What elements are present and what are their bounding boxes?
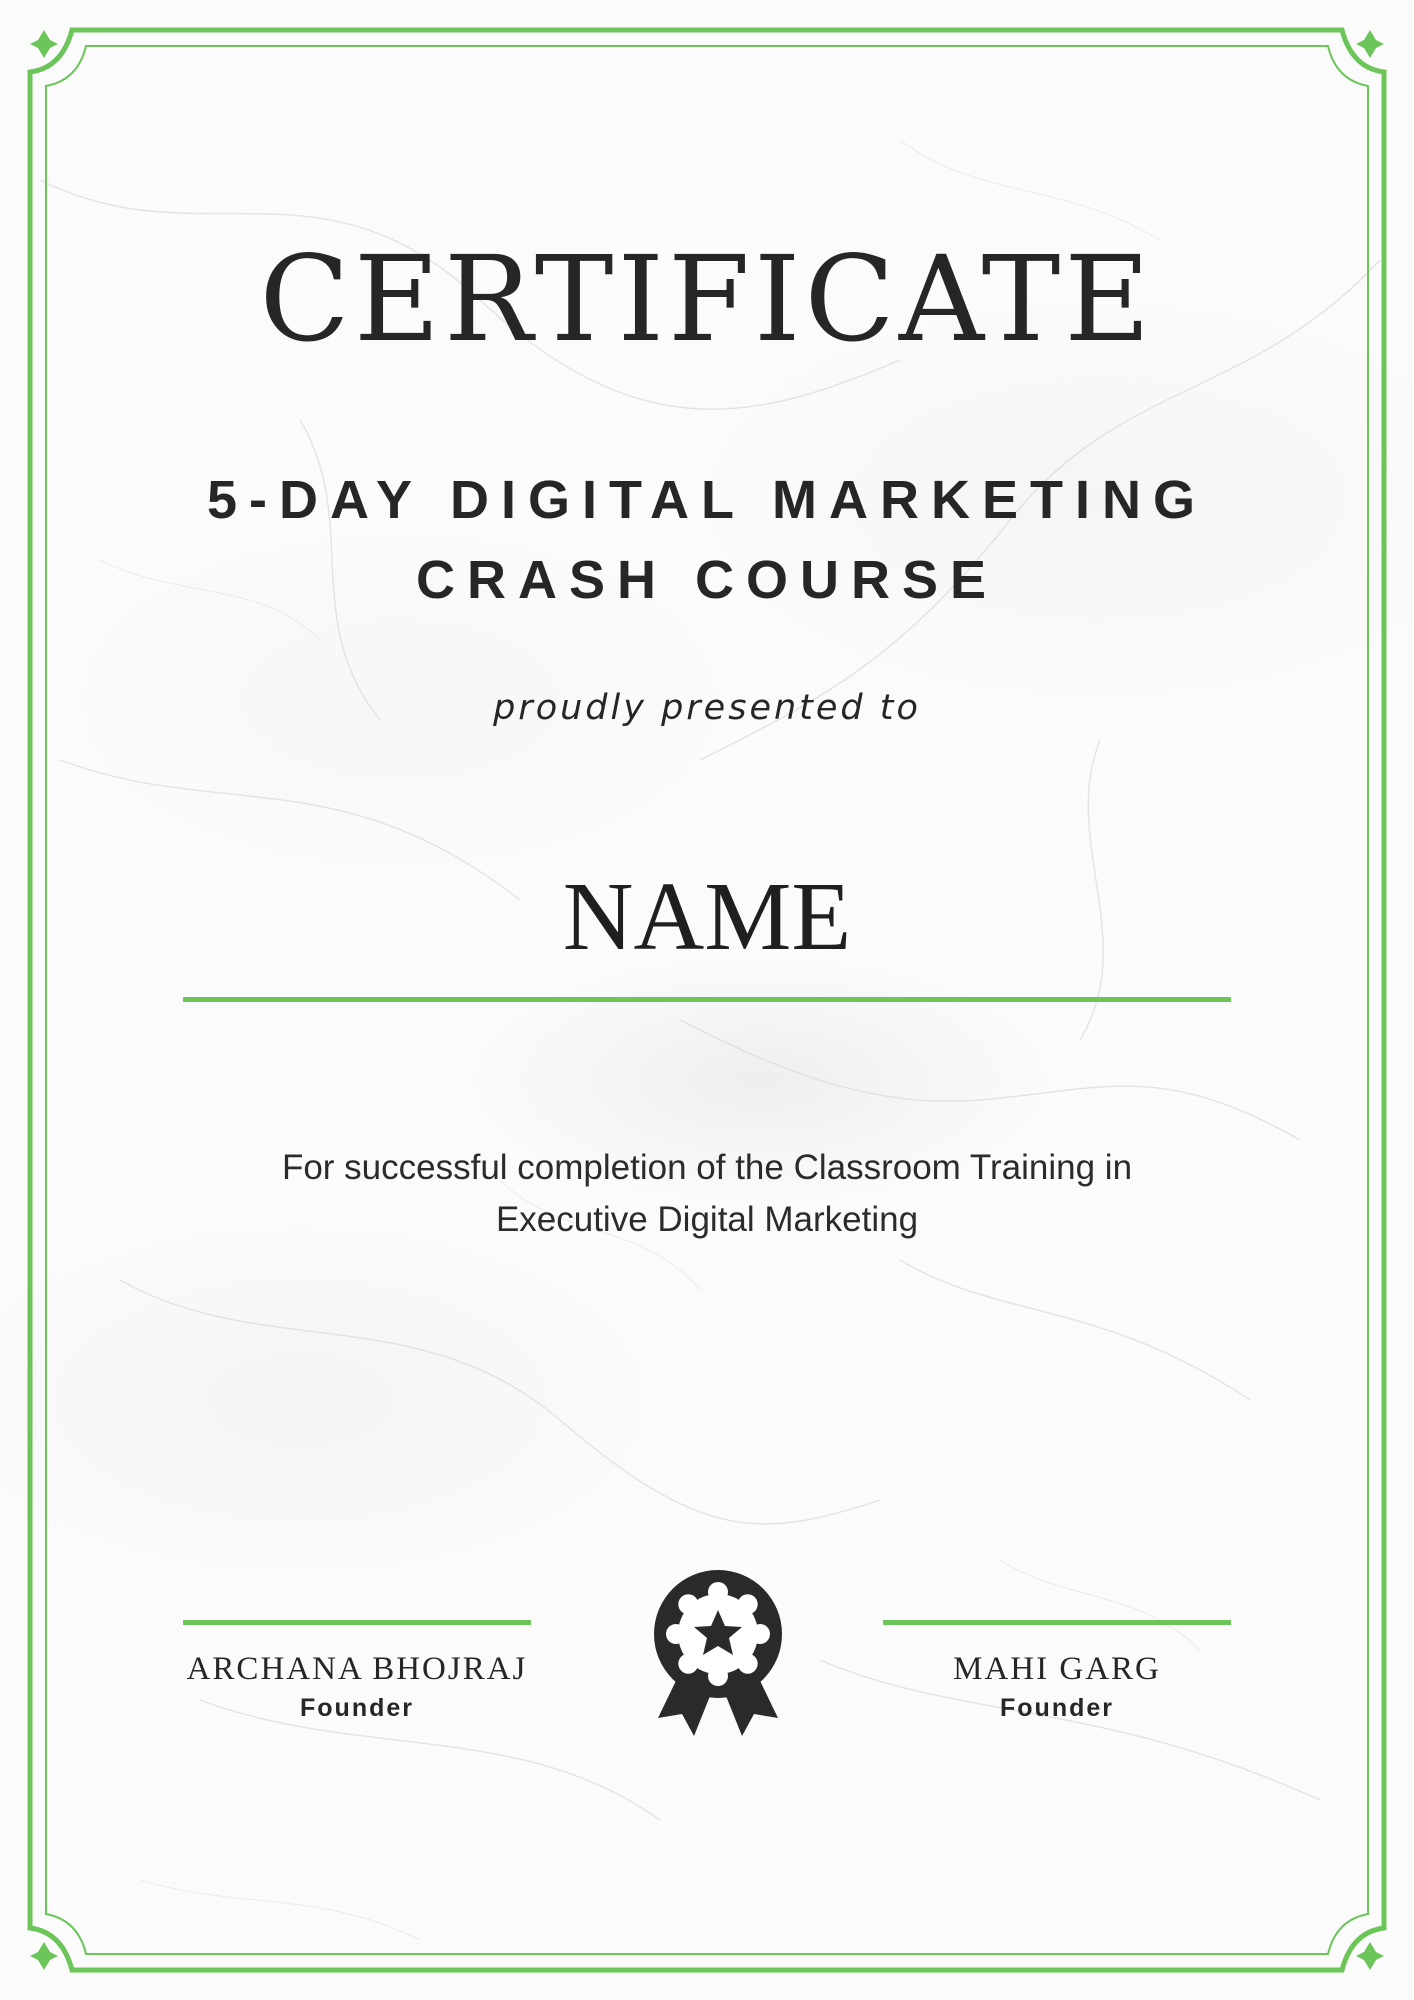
- description-line-2: Executive Digital Marketing: [495, 1200, 919, 1239]
- award-ribbon-star-icon: [648, 1568, 788, 1738]
- course-title: [0, 460, 1414, 620]
- corner-diamond-icon: [1356, 30, 1384, 58]
- signatory-name: ARCHANA BHOJRAJ: [186, 1651, 528, 1687]
- signatory-name: MAHI GARG: [953, 1651, 1161, 1687]
- corner-diamond-icon: [1356, 1942, 1384, 1970]
- presented-to-text: proudly presented to: [493, 688, 921, 728]
- completion-description: [0, 1142, 1414, 1246]
- signature-line: [183, 1620, 531, 1625]
- signature-block-left: [183, 1620, 531, 1723]
- signatory-role: Founder: [1000, 1694, 1114, 1722]
- recipient-name-underline: [183, 997, 1231, 1002]
- recipient-name: NAME: [562, 863, 852, 971]
- corner-diamond-icon: [30, 30, 58, 58]
- course-title-line-2: CRASH COURSE: [415, 550, 999, 610]
- corner-diamond-icon: [30, 1942, 58, 1970]
- signature-line: [883, 1620, 1231, 1625]
- description-line-1: For successful completion of the Classroom Training in: [281, 1148, 1133, 1187]
- signature-block-right: [883, 1620, 1231, 1723]
- signatory-role: Founder: [300, 1694, 414, 1722]
- certificate-title: CERTIFICATE: [259, 230, 1155, 368]
- course-title-line-1: 5-DAY DIGITAL MARKETING: [206, 470, 1208, 530]
